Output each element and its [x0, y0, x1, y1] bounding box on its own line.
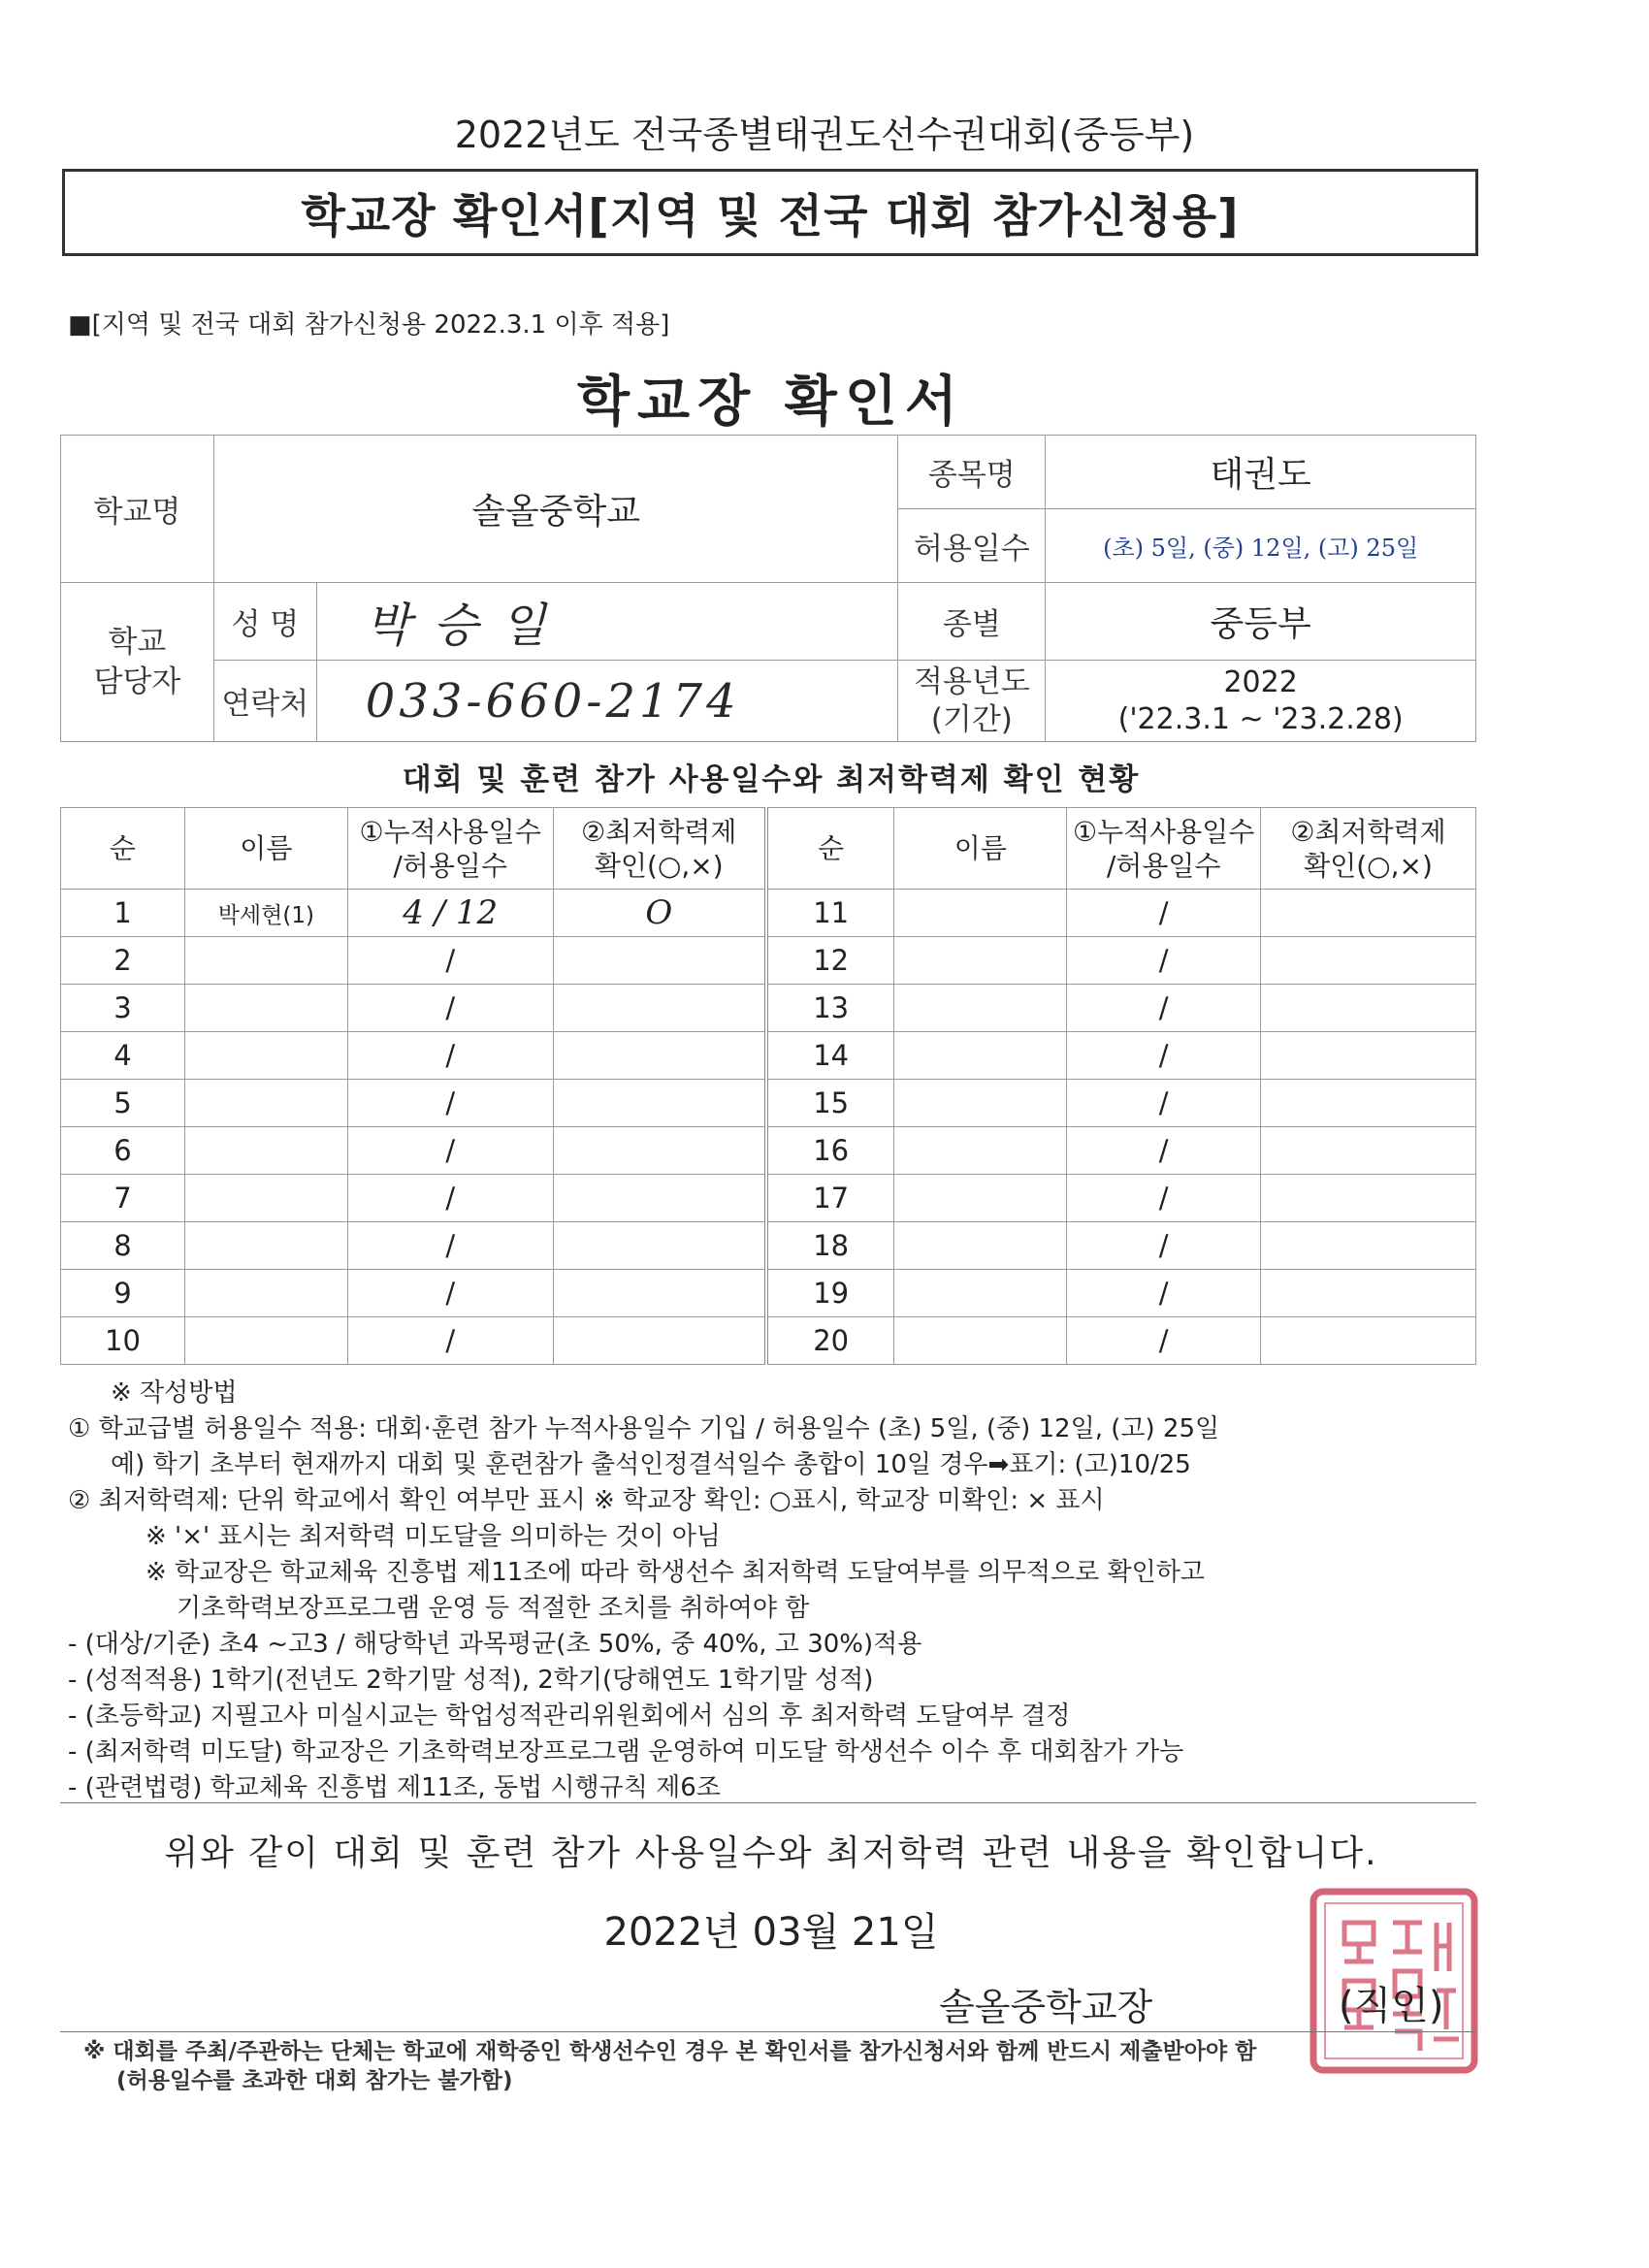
student-name	[184, 1175, 347, 1222]
used-days-cell: /	[347, 1317, 553, 1365]
table-row	[61, 1317, 1476, 1365]
document-title: 학교장 확인서[지역 및 전국 대회 참가신청용]	[301, 189, 1240, 243]
student-name	[894, 1127, 1067, 1175]
name-handwritten: 박 승 일	[316, 583, 898, 661]
student-name	[184, 937, 347, 985]
row-number: 5	[61, 1080, 185, 1127]
instruction-dash-2: - (성적적용) 1학기(전년도 2학기말 성적), 2학기(당해연도 1학기말 성적)	[68, 1666, 874, 1695]
row-number: 17	[766, 1175, 894, 1222]
manager-label: 학교 담당자	[61, 583, 214, 742]
row-number: 15	[766, 1080, 894, 1127]
min-grade-check-cell	[553, 1317, 766, 1365]
table-row	[61, 890, 1476, 937]
table-row	[61, 985, 1476, 1032]
used-days-cell: /	[1067, 890, 1261, 937]
student-name	[894, 1032, 1067, 1080]
student-name	[184, 1127, 347, 1175]
row-number: 11	[766, 890, 894, 937]
student-name	[184, 1270, 347, 1317]
used-days-cell: /	[1067, 1032, 1261, 1080]
allowed-days-label: 허용일수	[898, 509, 1046, 583]
instruction-item-2: ② 최저학력제: 단위 학교에서 확인 여부만 표시 ※ 학교장 확인: ○표시, 학교장 미확인: × 표시	[68, 1486, 1105, 1515]
year-cell	[1046, 661, 1476, 742]
min-grade-check-cell	[1261, 1080, 1476, 1127]
min-grade-check-cell	[1261, 1270, 1476, 1317]
used-days-cell: /	[1067, 1080, 1261, 1127]
event-title: 2022년도 전국종별태권도선수권대회(중등부)	[454, 113, 1195, 156]
instruction-item-1-example: 예) 학기 초부터 현재까지 대회 및 훈련참가 출석인정결석일수 총합이 10일 경우➡표기: (고)10/25	[111, 1450, 1191, 1479]
sport-label: 종목명	[898, 436, 1046, 509]
instruction-note-2: ※ 학교장은 학교체육 진흥법 제11조에 따라 학생선수 최저학력 도달여부를 의무적으로 확인하고	[146, 1558, 1205, 1587]
confirm-statement: 위와 같이 대회 및 훈련 참가 사용일수와 최저학력 관련 내용을 확인합니다.	[164, 1833, 1378, 1873]
student-name	[894, 937, 1067, 985]
instruction-dash-3: - (초등학교) 지필고사 미실시교는 학업성적관리위원회에서 심의 후 최저학력 도달여부 결정	[68, 1701, 1071, 1731]
min-grade-check-cell	[1261, 1032, 1476, 1080]
used-days-cell: /	[1067, 985, 1261, 1032]
footnote-line-1: ※ 대회를 주최/주관하는 단체는 학교에 재학중인 학생선수인 경우 본 확인서를 참가신청서와 함께 반드시 제출받아야 함	[83, 2039, 1257, 2064]
header-name: 이름	[184, 808, 347, 890]
row-number: 20	[766, 1317, 894, 1365]
row-number: 19	[766, 1270, 894, 1317]
min-grade-check-cell	[1261, 985, 1476, 1032]
instruction-dash-1: - (대상/기준) 초4 ~고3 / 해당학년 과목평균(초 50%, 중 40%, 고 30%)적용	[68, 1630, 922, 1659]
min-grade-check-cell	[1261, 1127, 1476, 1175]
seal-word: (직인)	[1339, 1984, 1444, 2028]
min-grade-check-cell	[1261, 1222, 1476, 1270]
table-row	[61, 1175, 1476, 1222]
row-number: 9	[61, 1270, 185, 1317]
division-value: 중등부	[1046, 583, 1476, 661]
contact-label: 연락처	[213, 661, 316, 742]
info-table	[60, 435, 1476, 742]
min-grade-check-cell	[553, 937, 766, 985]
used-days-cell: /	[1067, 1317, 1261, 1365]
footnote-line-2: (허용일수를 초과한 대회 참가는 불가함)	[116, 2068, 513, 2093]
used-days-cell: /	[1067, 937, 1261, 985]
table-row	[61, 1127, 1476, 1175]
student-name	[894, 1175, 1067, 1222]
row-number: 8	[61, 1222, 185, 1270]
principal-name: 솔올중학교장	[939, 1986, 1153, 2028]
form-title: 학교장 확인서	[576, 371, 966, 434]
table-row	[61, 1222, 1476, 1270]
used-days-cell: 4 / 12	[347, 890, 553, 937]
student-name	[894, 985, 1067, 1032]
student-name	[894, 1270, 1067, 1317]
table-row	[61, 1080, 1476, 1127]
row-number: 16	[766, 1127, 894, 1175]
row-number: 4	[61, 1032, 185, 1080]
row-number: 18	[766, 1222, 894, 1270]
row-number: 6	[61, 1127, 185, 1175]
row-number: 13	[766, 985, 894, 1032]
header-check: ②최저학력제 확인(○,×)	[1261, 808, 1476, 890]
footnote	[83, 2037, 1500, 2095]
allowed-days-value: (초) 5일, (중) 12일, (고) 25일	[1046, 509, 1476, 583]
header-days: ①누적사용일수 /허용일수	[347, 808, 553, 890]
document-title-box	[62, 169, 1478, 256]
used-days-cell: /	[1067, 1127, 1261, 1175]
school-name-label: 학교명	[61, 436, 214, 583]
min-grade-check-cell	[553, 1270, 766, 1317]
instruction-note-1: ※ '×' 표시는 최저학력 미도달을 의미하는 것이 아님	[146, 1522, 721, 1551]
student-name	[184, 985, 347, 1032]
min-grade-check-cell	[1261, 1317, 1476, 1365]
row-number: 10	[61, 1317, 185, 1365]
apply-note: ■[지역 및 전국 대회 참가신청용 2022.3.1 이후 적용]	[68, 310, 670, 340]
student-name	[894, 1080, 1067, 1127]
instructions	[68, 1376, 1504, 1806]
min-grade-check-cell	[1261, 890, 1476, 937]
row-number: 12	[766, 937, 894, 985]
instruction-dash-5: - (관련법령) 학교체육 진흥법 제11조, 동법 시행규칙 제6조	[68, 1773, 721, 1802]
name-label: 성 명	[213, 583, 316, 661]
row-number: 1	[61, 890, 185, 937]
used-days-cell: /	[347, 1032, 553, 1080]
division-label: 종별	[898, 583, 1046, 661]
usage-grid	[60, 807, 1476, 1365]
instruction-item-1: ① 학교급별 허용일수 적용: 대회·훈련 참가 누적사용일수 기입 / 허용일수 (초) 5일, (중) 12일, (고) 25일	[68, 1414, 1220, 1443]
row-number: 2	[61, 937, 185, 985]
sport-value: 태권도	[1046, 436, 1476, 509]
table-row	[61, 1032, 1476, 1080]
row-number: 14	[766, 1032, 894, 1080]
used-days-cell: /	[347, 1270, 553, 1317]
divider-line	[60, 2031, 1476, 2032]
min-grade-check-cell	[553, 1032, 766, 1080]
section-title: 대회 및 훈련 참가 사용일수와 최저학력제 확인 현황	[402, 762, 1141, 797]
student-name	[184, 1032, 347, 1080]
year-value: 2022	[1223, 665, 1298, 699]
used-days-cell: /	[347, 937, 553, 985]
school-name-value: 솔올중학교	[213, 436, 898, 583]
student-name	[894, 1222, 1067, 1270]
student-name	[894, 1317, 1067, 1365]
min-grade-check-cell: O	[553, 890, 766, 937]
used-days-cell: /	[1067, 1222, 1261, 1270]
used-days-cell: /	[347, 985, 553, 1032]
min-grade-check-cell	[553, 1080, 766, 1127]
confirm-date: 2022년 03월 21일	[603, 1910, 939, 1955]
header-no: 순	[61, 808, 185, 890]
min-grade-check-cell	[553, 1222, 766, 1270]
instruction-note-3: 기초학력보장프로그램 운영 등 적절한 조치를 취하여야 함	[177, 1594, 810, 1623]
year-period: ('22.3.1 ~ '23.2.28)	[1117, 701, 1404, 736]
header-days: ①누적사용일수 /허용일수	[1067, 808, 1261, 890]
instruction-dash-4: - (최저학력 미도달) 학교장은 기초학력보장프로그램 운영하여 미도달 학생선수 이수 후 대회참가 가능	[68, 1737, 1184, 1766]
min-grade-check-cell	[1261, 1175, 1476, 1222]
header-no: 순	[766, 808, 894, 890]
min-grade-check-cell	[553, 1127, 766, 1175]
student-name	[184, 1080, 347, 1127]
divider-line	[60, 1802, 1476, 1803]
row-number: 3	[61, 985, 185, 1032]
student-name	[184, 1317, 347, 1365]
contact-handwritten: 033-660-2174	[316, 661, 898, 742]
used-days-cell: /	[347, 1222, 553, 1270]
year-label: 적용년도 (기간)	[898, 661, 1046, 742]
min-grade-check-cell	[1261, 937, 1476, 985]
min-grade-check-cell	[553, 985, 766, 1032]
used-days-cell: /	[1067, 1175, 1261, 1222]
header-name: 이름	[894, 808, 1067, 890]
student-name: 박세현(1)	[184, 890, 347, 937]
used-days-cell: /	[347, 1080, 553, 1127]
student-name	[894, 890, 1067, 937]
min-grade-check-cell	[553, 1175, 766, 1222]
table-row	[61, 1270, 1476, 1317]
header-check: ②최저학력제 확인(○,×)	[553, 808, 766, 890]
used-days-cell: /	[347, 1175, 553, 1222]
grid-body	[61, 890, 1476, 1365]
used-days-cell: /	[1067, 1270, 1261, 1317]
grid-header-row	[61, 808, 1476, 890]
table-row	[61, 937, 1476, 985]
student-name	[184, 1222, 347, 1270]
instructions-heading: ※ 작성방법	[111, 1378, 238, 1408]
used-days-cell: /	[347, 1127, 553, 1175]
row-number: 7	[61, 1175, 185, 1222]
